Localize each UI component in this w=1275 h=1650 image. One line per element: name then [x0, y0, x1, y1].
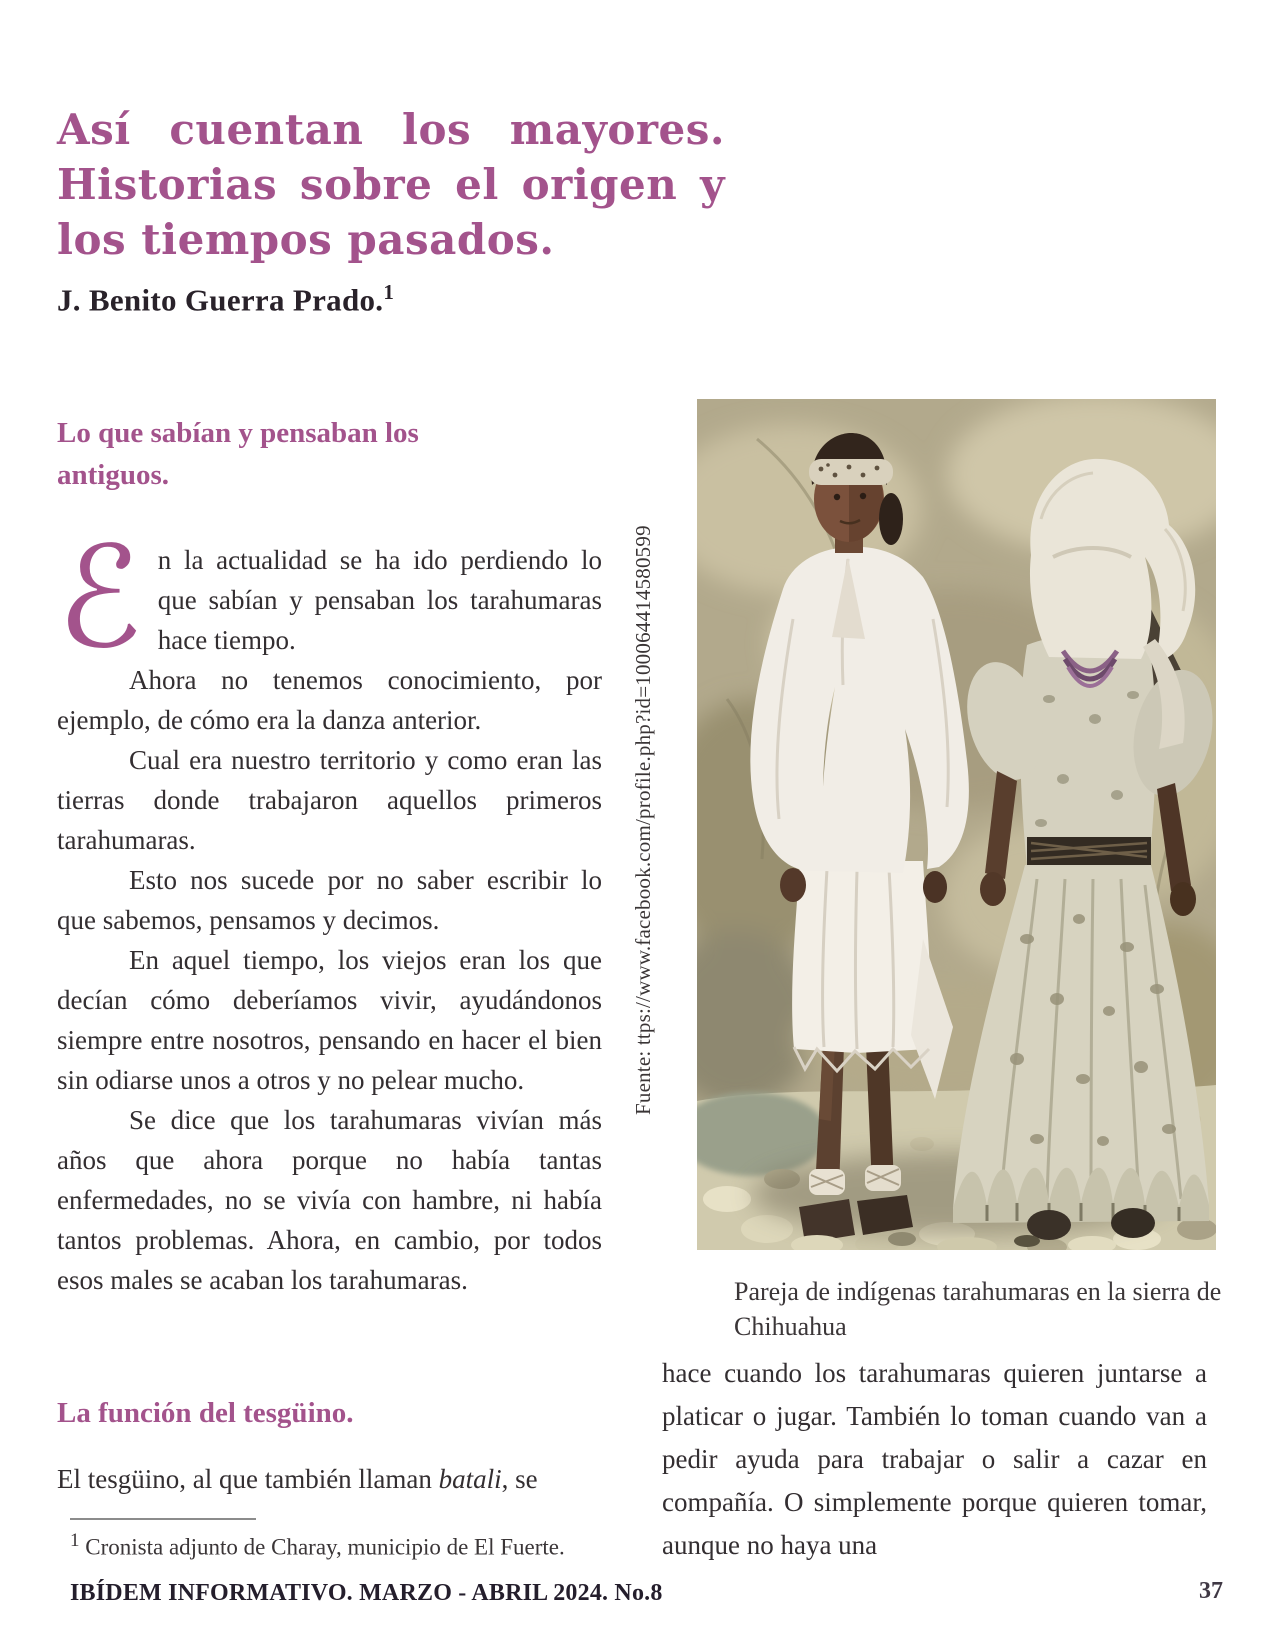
paragraph-1 — [57, 517, 602, 680]
photo-source-text: Fuente: ttps://www.facebook.com/profile.php?id=100064414580599 — [631, 525, 655, 1115]
author-byline — [57, 280, 394, 318]
footnote — [70, 1530, 590, 1561]
section-heading-antiguos: Lo que sabían y pensaban los antiguos. — [57, 417, 419, 491]
paragraph-3: Cual era nuestro territorio y como eran las tierras donde trabajaron aquellos primeros tarahumaras. — [57, 745, 602, 855]
tarahumara-couple-photo — [697, 399, 1216, 1250]
section-heading-tesguino: La función del tesgüino. — [57, 1397, 354, 1429]
photo-caption: Pareja de indígenas tarahumaras en la sierra de Chihuahua — [734, 1277, 1222, 1341]
page-title — [57, 102, 725, 267]
tarahumara-couple-photo-image — [697, 399, 1216, 1250]
paragraph-2: Ahora no tenemos conocimiento, por ejemplo, de cómo era la danza anterior. — [57, 665, 602, 735]
paragraph-4: Esto nos sucede por no saber escribir lo que sabemos, pensamos y decimos. — [57, 865, 602, 935]
paragraph-7-after: , se — [501, 1464, 538, 1494]
paragraph-5: En aquel tiempo, los viejos eran los que decían cómo deberíamos vivir, ayudándonos siempre entre nosotros, pensando en hacer el bien sin odiarse unos a otros y no pelear mucho. — [57, 945, 602, 1095]
paragraph-7-italic-batali: batali — [438, 1464, 502, 1494]
paragraph-7 — [57, 1464, 602, 1495]
right-paragraph-1: hace cuando los tarahumaras quieren juntarse a platicar o jugar. También lo toman cuando van a pedir ayuda para trabajar o salir a cazar en compañía. O simplemente porque quieren tomar, aunque no haya una — [662, 1358, 1207, 1560]
paragraph-1-text: n la actualidad se ha ido perdiendo lo que sabían y pensaban los tarahumaras hace tiempo. — [157, 545, 602, 655]
author-name: J. Benito Guerra Prado. — [57, 282, 384, 318]
paragraph-7-before: El tesgüino, al que también llaman — [57, 1464, 439, 1494]
drop-cap: ℰ — [57, 517, 142, 680]
paragraph-6: Se dice que los tarahumaras vivían más años que ahora porque no había tantas enfermedades, no se vivía con hambre, ni había tantos problemas. Ahora, en cambio, por todos esos males se acaban los tarahumaras. — [57, 1105, 602, 1295]
photo-source-attribution — [631, 399, 696, 1115]
author-footnote-mark: 1 — [383, 280, 395, 304]
footer-journal-info: IBÍDEM INFORMATIVO. MARZO - ABRIL 2024. No.8 — [70, 1580, 663, 1606]
title-line-3: los tiempos pasados. — [57, 215, 555, 264]
footnote-mark: 1 — [70, 1530, 80, 1551]
title-line-1: Así cuentan los mayores. — [57, 105, 725, 154]
page-number: 37 — [1199, 1578, 1223, 1604]
title-line-2: Historias sobre el origen y — [57, 160, 725, 209]
footnote-text: Cronista adjunto de Charay, municipio de El Fuerte. — [85, 1534, 565, 1560]
left-column-body — [57, 517, 602, 1300]
right-column-body — [662, 1352, 1207, 1567]
footnote-divider — [70, 1518, 256, 1520]
